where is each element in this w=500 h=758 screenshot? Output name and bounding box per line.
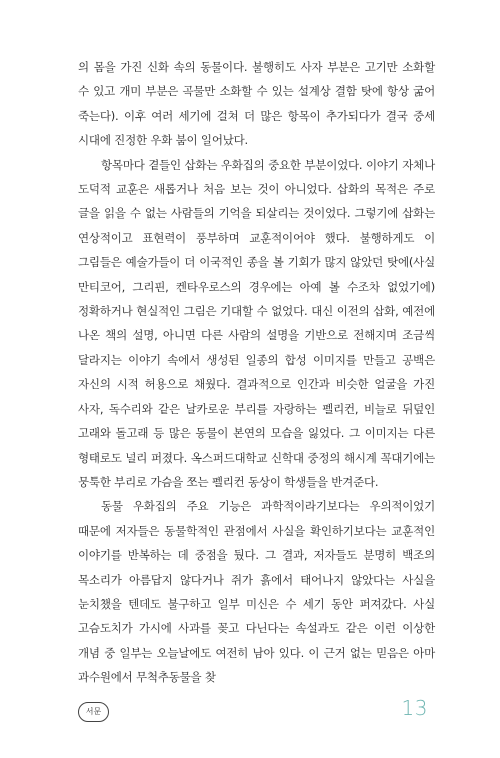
- paragraph-3: 동물 우화집의 주요 기능은 과학적이라기보다는 우의적이었기 때문에 저자들은 동물학적인 관점에서 사실을 확인하기보다는 교훈적인 이야기를 반복하는 데 중점을 뒀다. 그 결과, 저자들도 분명히 백조의 목소리가 아름답지 않다거나 쥐가 흙에서 태어나지 않았다는 사실을 눈치챘을 텐데도 불구하고 일부 미신은 수 세기 동안 퍼져갔다. 사실 고슴도치가 가시에 사과를 꽂고 다닌다는 속설과도 같은 이런 이상한 개념 중 일부는 오늘날에도 여전히 남아 있다. 이 근거 없는 믿음은 아마 과수원에서 무척추동물을 찾: [78, 499, 435, 685]
- paragraph-1: 의 몸을 가진 신화 속의 동물이다. 불행히도 사자 부분은 고기만 소화할 수 있고 개미 부분은 곡물만 소화할 수 있는 설계상 결함 탓에 항상 굶어 죽는다). 이후 여러 세기에 걸쳐 더 많은 항목이 추가되다가 결국 중세 시대에 진정한 우화 붐이 일어났다.: [78, 60, 435, 148]
- text-block: [78, 55, 435, 690]
- section-label-badge: 서문: [78, 702, 109, 722]
- paragraph-2: 항목마다 곁들인 삽화는 우화집의 중요한 부분이었다. 이야기 자체나 도덕적 교훈은 새롭거나 처음 보는 것이 아니었다. 삽화의 목적은 주로 글을 읽을 수 없는 사람들의 기억을 되살리는 것이었다. 그렇기에 삽화는 연상적이고 표현력이 풍부하며 교훈적이어야 했다. 불행하게도 이 그림들은 예술가들이 더 이국적인 종을 볼 기회가 많지 않았던 탓에(사실 만티코어, 그리핀, 켄타우로스의 경우에는 아예 볼 수조차 없었기에) 정확하거나 현실적인 그림은 기대할 수 없었다. 대신 이전의 삽화, 예전에 나온 책의 설명, 아니면 다른 사람의 설명을 기반으로 전해지며 조금씩 달라지는 이야기 속에서 생성된 일종의 합성 이미지를 만들고 공백은 자신의 시적 허용으로 채웠다. 결과적으로 인간과 비슷한 얼굴을 가진 사자, 독수리와 같은 날카로운 부리를 자랑하는 펠리컨, 비늘로 뒤덮인 고래와 돌고래 등 많은 동물이 본연의 모습을 잃었다. 그 이미지는 다른 형태로도 널리 퍼졌다. 옥스퍼드대학교 신학대 중정의 해시계 꼭대기에는 뭉툭한 부리로 가슴을 쪼는 펠리컨 동상이 학생들을 반겨준다.: [78, 157, 435, 489]
- page-footer: [78, 696, 428, 730]
- page-number: 13: [401, 696, 428, 720]
